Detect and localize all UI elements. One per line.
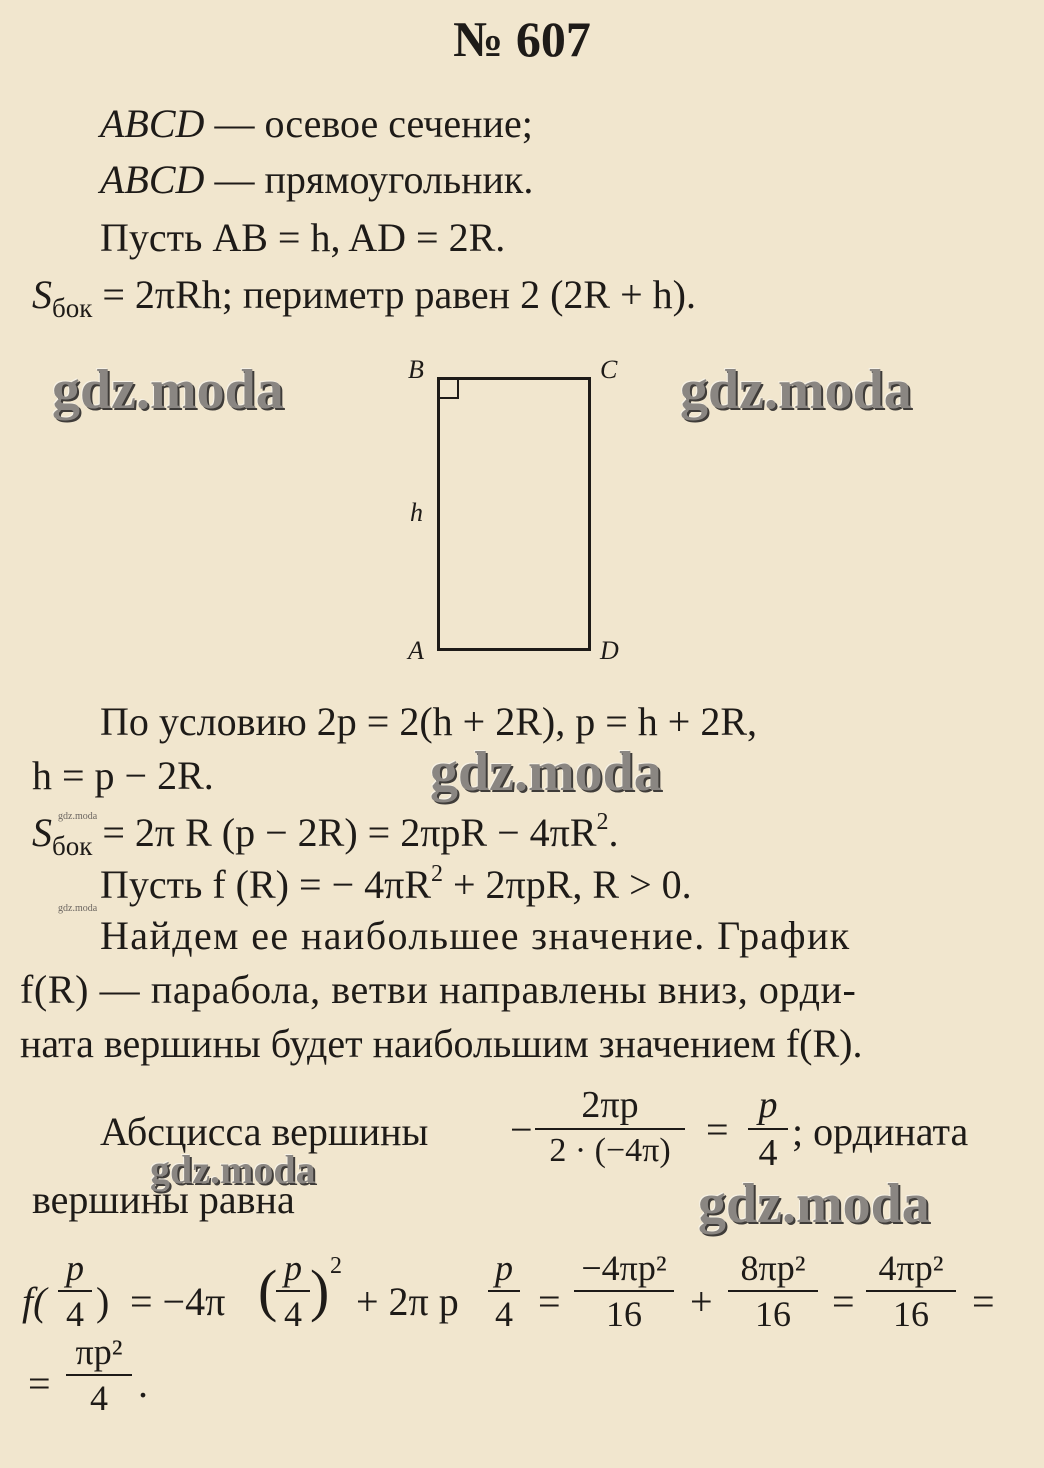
var-abcd: ABCD xyxy=(100,157,205,202)
line-lateral-area-2: $S_{бок} = 2\pi$ R $(p - 2R) = 2\pi pR - 4\pi R^2$. xyxy=(32,809,619,861)
watermark-small: gdz.moda xyxy=(58,903,98,914)
line-let-f: Пусть f (R) = − $4\pi R^2 + 2\pi pR$, R > 0. xyxy=(100,861,692,907)
label-c: C xyxy=(600,355,618,384)
line-vertex-equals: вершины равна xyxy=(32,1177,295,1222)
rectangle-abcd xyxy=(437,377,591,651)
label-d: D xyxy=(600,636,619,665)
watermark: gdz.moda xyxy=(680,359,912,421)
problem-number: № 607 xyxy=(453,11,591,67)
label-b: B xyxy=(408,355,424,384)
watermark: gdz.moda xyxy=(52,359,284,421)
textbook-page: № 607 ABCD — осевое сечение; ABCD — прямоугольник. Пусть AB = h, AD = 2R. $S_{бок} = 2\pi Rh$; периметр равен 2 (2R + h). B C A D h По условию 2p = 2(h + 2R), p = h + 2R, h = p − 2R. $S_{бок} = 2\pi$ R $(p - 2R) = 2\pi pR - 4\pi R^2$. Пусть f (R) = − $4\pi R^2 + 2\pi pR$, R > 0. Найдем ее наибольшее значение. График f(R) — парабола, ветви направлены вниз, орди- ната вершины будет наибольшим значением f(R). Абсцисса вершины − 2πp 2 · (−4π) = p 4 ; ордината вершины равна f( p 4 ) = −4π ( p 4 ) 2 + 2π p p 4 = −4πp² 16 + 8πp² 16 = 4πp² 16 = = πp² 4 . gdz.moda gdz.moda gdz.moda gdz.moda gdz.moda gdz.moda gdz.moda xyxy=(0,0,1044,1468)
fraction-abscissa: 2πp 2 · (−4π) xyxy=(535,1086,685,1168)
label-a: A xyxy=(408,636,424,665)
line-parabola: f(R) — парабола, ветви направлены вниз, орди- xyxy=(20,967,857,1012)
line-lateral-area: $S_{бок} = 2\pi Rh$; периметр равен 2 (2R + h). xyxy=(32,272,696,323)
watermark: gdz.moda xyxy=(698,1173,930,1235)
line-axial-section: ABCD — осевое сечение; xyxy=(100,101,533,146)
line-rectangle: ABCD — прямоугольник. xyxy=(100,157,534,202)
label-h: h xyxy=(410,498,423,527)
fraction-p-over-4: p 4 xyxy=(748,1086,788,1172)
fraction-result: πp² 4 xyxy=(66,1334,132,1416)
line-find-max: Найдем ее наибольшее значение. График xyxy=(100,913,851,958)
var-abcd: ABCD xyxy=(100,101,205,146)
line-h-equals: h = p − 2R. xyxy=(32,753,214,798)
right-angle-mark xyxy=(437,377,459,399)
watermark: gdz.moda xyxy=(430,741,662,803)
line-let-ab: Пусть AB = h, AD = 2R. xyxy=(100,215,506,260)
line-by-condition: По условию 2p = 2(h + 2R), p = h + 2R, xyxy=(100,699,758,744)
watermark-small: gdz.moda xyxy=(58,811,98,822)
watermark: gdz.moda xyxy=(150,1147,316,1192)
line-vertex-ordinate: ната вершины будет наибольшим значением f(R). xyxy=(20,1021,863,1066)
